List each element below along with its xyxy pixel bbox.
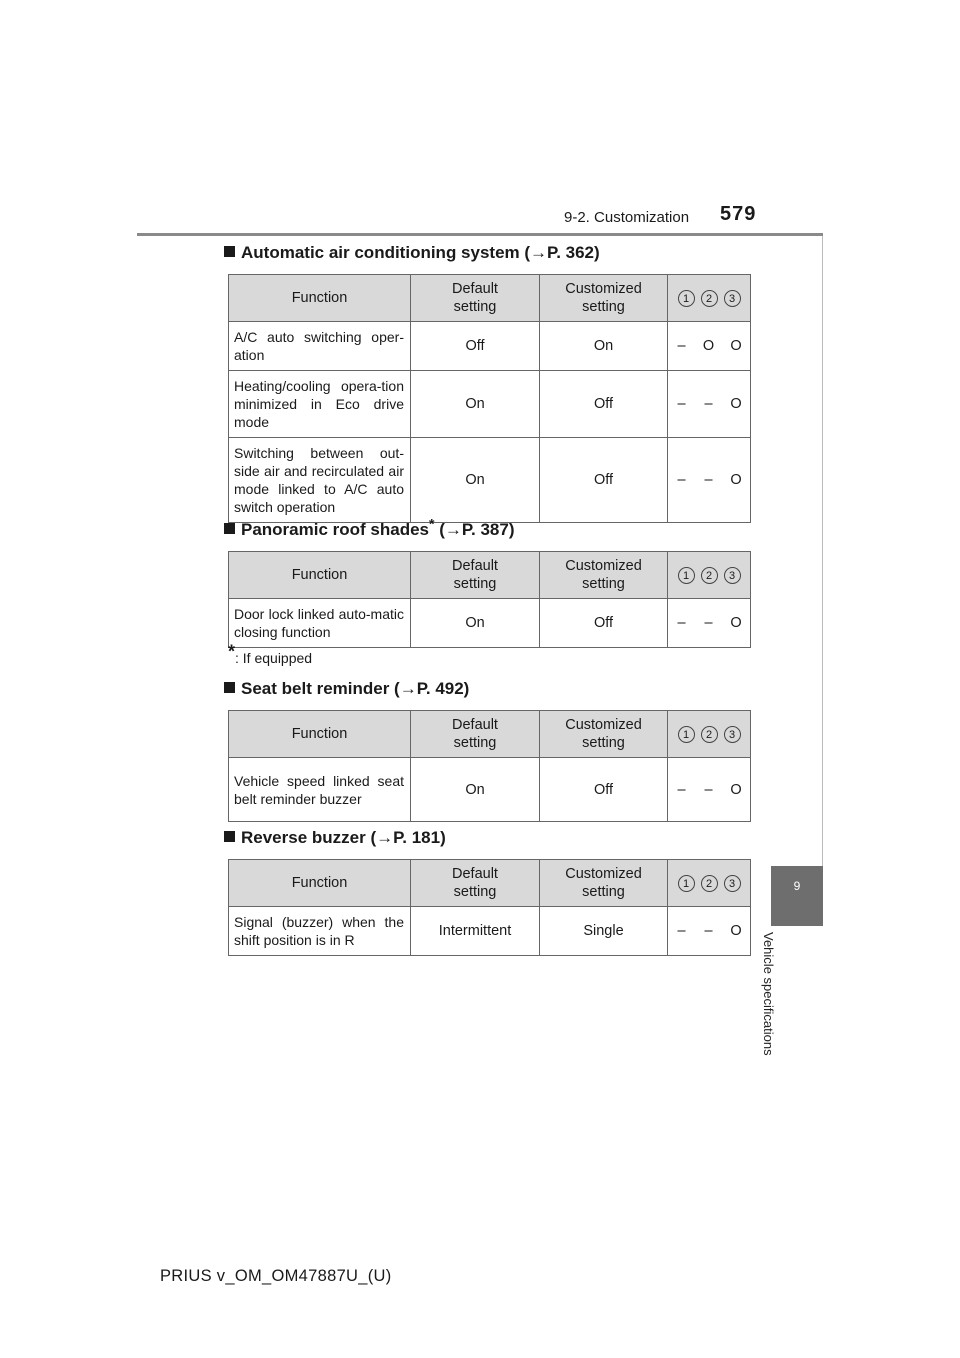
section-title-seatbelt: Seat belt reminder (→P. 492)	[224, 679, 469, 699]
section-title-reverse: Reverse buzzer (→P. 181)	[224, 828, 446, 848]
square-bullet-icon	[224, 682, 235, 693]
circled-number-icon: 1	[678, 875, 695, 892]
table-roof	[228, 551, 751, 648]
col-function: Function	[229, 711, 411, 758]
col-default: Default setting	[411, 711, 540, 758]
table-header-row	[229, 711, 751, 758]
section-title-ac: Automatic air conditioning system (→P. 362)	[224, 243, 600, 263]
col-default: Default setting	[411, 860, 540, 907]
table-ac	[228, 274, 751, 523]
table-row: A/C auto switching oper-ation Off On – O O	[229, 322, 751, 371]
table-row: Signal (buzzer) when the shift position is in R Intermittent Single – – O	[229, 907, 751, 956]
circled-number-icon: 2	[701, 726, 718, 743]
table-row: Heating/cooling opera-tion minimized in Eco drive mode On Off – – O	[229, 371, 751, 438]
col-function: Function	[229, 860, 411, 907]
col-default: Default setting	[411, 552, 540, 599]
col-default: Default setting	[411, 275, 540, 322]
table-row: Door lock linked auto-matic closing function On Off – – O	[229, 599, 751, 648]
col-customized: Customized setting	[540, 275, 668, 322]
col-nums	[668, 860, 751, 907]
circled-number-icon: 3	[724, 875, 741, 892]
footnote: *: If equipped	[228, 641, 313, 666]
col-nums	[668, 552, 751, 599]
circled-number-icon: 2	[701, 875, 718, 892]
col-nums	[668, 275, 751, 322]
section-title-roof: Panoramic roof shades* (→P. 387)	[224, 520, 514, 540]
table-seatbelt	[228, 710, 751, 822]
col-customized: Customized setting	[540, 552, 668, 599]
circled-number-icon: 2	[701, 290, 718, 307]
circled-number-icon: 1	[678, 567, 695, 584]
circled-number-icon: 3	[724, 726, 741, 743]
col-function: Function	[229, 275, 411, 322]
footer-doc-id: PRIUS v_OM_OM47887U_(U)	[160, 1267, 392, 1285]
square-bullet-icon	[224, 523, 235, 534]
header-rule	[137, 233, 823, 236]
table-header-row	[229, 552, 751, 599]
side-line	[822, 236, 823, 866]
square-bullet-icon	[224, 246, 235, 257]
table-row: Switching between out-side air and recirculated air mode linked to A/C auto switch operation On Off – – O	[229, 438, 751, 523]
col-nums	[668, 711, 751, 758]
col-customized: Customized setting	[540, 860, 668, 907]
col-customized: Customized setting	[540, 711, 668, 758]
square-bullet-icon	[224, 831, 235, 842]
chapter-tab: 9	[771, 866, 823, 926]
table-reverse	[228, 859, 751, 956]
circled-number-icon: 2	[701, 567, 718, 584]
header-section: 9-2. Customization	[564, 209, 690, 226]
table-header-row	[229, 860, 751, 907]
table-header-row	[229, 275, 751, 322]
page-number: 579	[720, 203, 757, 225]
chapter-label: Vehicle specifications	[761, 932, 776, 1056]
circled-number-icon: 1	[678, 726, 695, 743]
circled-number-icon: 1	[678, 290, 695, 307]
col-function: Function	[229, 552, 411, 599]
table-row: Vehicle speed linked seat belt reminder buzzer On Off – – O	[229, 758, 751, 822]
circled-number-icon: 3	[724, 290, 741, 307]
circled-number-icon: 3	[724, 567, 741, 584]
